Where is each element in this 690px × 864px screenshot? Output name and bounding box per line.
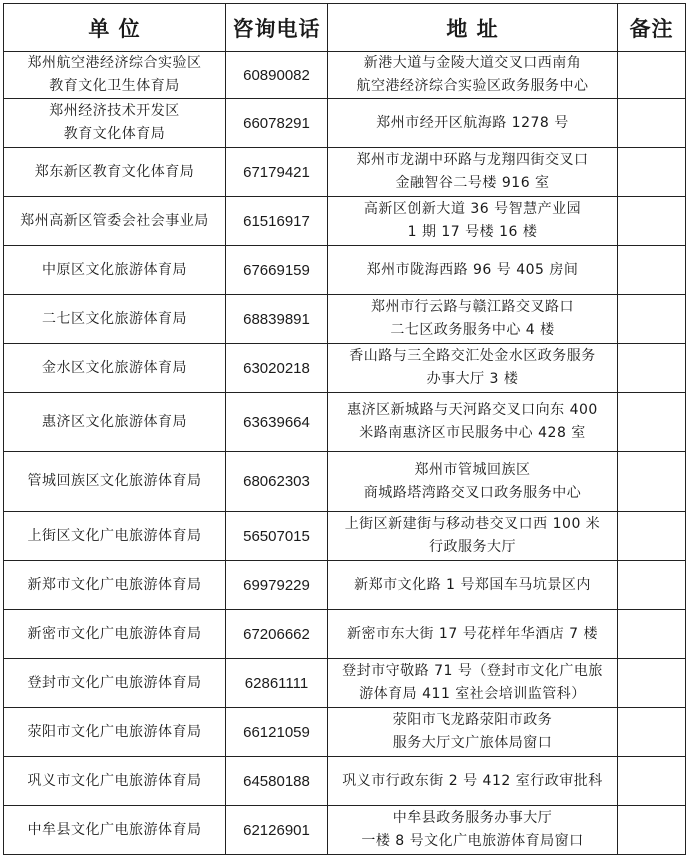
address-line: 商城路塔湾路交叉口政务服务中心 <box>363 484 582 501</box>
cell-address <box>328 708 618 757</box>
cell-address <box>328 52 618 99</box>
cell-unit <box>4 148 226 197</box>
cell-phone: 64580188 <box>226 757 328 806</box>
contact-table <box>3 3 686 855</box>
cell-unit <box>4 659 226 708</box>
cell-unit <box>4 344 226 393</box>
cell-note <box>618 99 686 148</box>
address-line: 郑州市陇海西路 96 号 405 房间 <box>366 261 579 278</box>
table-row <box>4 610 686 659</box>
cell-unit <box>4 806 226 855</box>
cell-phone: 61516917 <box>226 197 328 246</box>
cell-unit <box>4 393 226 452</box>
address-line: 高新区创新大道 36 号智慧产业园 <box>363 201 582 217</box>
table-header-row <box>4 4 686 52</box>
cell-phone: 60890082 <box>226 52 328 99</box>
unit-line: 荥阳市文化广电旅游体育局 <box>27 723 202 740</box>
unit-line: 新郑市文化广电旅游体育局 <box>27 576 202 593</box>
cell-address <box>328 99 618 148</box>
header-address: 地 址 <box>328 4 618 52</box>
unit-line: 管城回族区文化旅游体育局 <box>27 473 202 489</box>
unit-line: 教育文化体育局 <box>63 126 166 142</box>
table-row <box>4 99 686 148</box>
table-row <box>4 659 686 708</box>
cell-phone: 62861111 <box>226 659 328 708</box>
cell-address <box>328 197 618 246</box>
address-line: 中牟县政务服务办事大厅 <box>392 810 553 826</box>
table-row <box>4 561 686 610</box>
contact-table-container <box>3 3 685 855</box>
table-row <box>4 148 686 197</box>
cell-phone: 68839891 <box>226 295 328 344</box>
cell-address <box>328 452 618 512</box>
unit-line: 郑州高新区管委会社会事业局 <box>20 212 209 229</box>
cell-note <box>618 806 686 855</box>
address-line: 游体育局 411 室社会培训监管科） <box>359 686 586 702</box>
address-line: 上街区新建街与移动巷交叉口西 100 米 <box>344 516 601 532</box>
unit-line: 教育文化卫生体育局 <box>49 78 180 94</box>
cell-phone: 63020218 <box>226 344 328 393</box>
cell-address <box>328 393 618 452</box>
cell-address <box>328 806 618 855</box>
cell-address <box>328 148 618 197</box>
cell-note <box>618 512 686 561</box>
unit-line: 中牟县文化广电旅游体育局 <box>27 821 202 838</box>
address-line: 新郑市文化路 1 号郑国车马坑景区内 <box>354 576 591 593</box>
cell-note <box>618 610 686 659</box>
unit-line: 巩义市文化广电旅游体育局 <box>27 772 202 789</box>
cell-unit <box>4 561 226 610</box>
cell-unit <box>4 197 226 246</box>
cell-unit <box>4 757 226 806</box>
table-row <box>4 393 686 452</box>
cell-unit <box>4 708 226 757</box>
address-line: 荥阳市飞龙路荥阳市政务 <box>392 712 553 728</box>
cell-note <box>618 295 686 344</box>
unit-line: 二七区文化旅游体育局 <box>42 310 187 327</box>
cell-note <box>618 52 686 99</box>
table-row <box>4 806 686 855</box>
unit-line: 中原区文化旅游体育局 <box>42 261 187 278</box>
address-line: 郑州市龙湖中环路与龙翔四街交叉口 <box>356 152 589 168</box>
table-row <box>4 757 686 806</box>
address-line: 香山路与三全路交汇处金水区政务服务 <box>349 348 596 364</box>
address-line: 1 期 17 号楼 16 楼 <box>407 224 538 240</box>
table-row <box>4 512 686 561</box>
header-unit: 单 位 <box>4 4 226 52</box>
address-line: 米路南惠济区市民服务中心 428 室 <box>359 425 586 441</box>
cell-address <box>328 757 618 806</box>
cell-note <box>618 659 686 708</box>
cell-note <box>618 708 686 757</box>
address-line: 巩义市行政东街 2 号 412 室行政审批科 <box>342 772 603 789</box>
address-line: 二七区政务服务中心 4 楼 <box>390 322 555 338</box>
cell-unit <box>4 99 226 148</box>
table-row <box>4 452 686 512</box>
cell-phone: 66078291 <box>226 99 328 148</box>
table-row <box>4 52 686 99</box>
unit-line: 登封市文化广电旅游体育局 <box>27 674 202 691</box>
unit-line: 郑州经济技术开发区 <box>49 103 180 119</box>
cell-unit <box>4 52 226 99</box>
table-row <box>4 344 686 393</box>
table-row <box>4 246 686 295</box>
address-line: 惠济区新城路与天河路交叉口向东 400 <box>347 402 598 418</box>
unit-line: 郑东新区教育文化体育局 <box>34 163 195 180</box>
address-line: 服务大厅文广旅体局窗口 <box>392 735 553 751</box>
address-line: 行政服务大厅 <box>429 539 516 555</box>
cell-unit <box>4 512 226 561</box>
cell-address <box>328 561 618 610</box>
cell-note <box>618 757 686 806</box>
table-row <box>4 708 686 757</box>
address-line: 郑州市行云路与赣江路交叉路口 <box>371 299 574 315</box>
address-line: 办事大厅 3 楼 <box>426 371 519 387</box>
cell-address <box>328 246 618 295</box>
cell-note <box>618 393 686 452</box>
unit-line: 惠济区文化旅游体育局 <box>42 413 187 430</box>
cell-address <box>328 610 618 659</box>
address-line: 航空港经济综合实验区政务服务中心 <box>356 78 589 94</box>
cell-note <box>618 197 686 246</box>
cell-phone: 63639664 <box>226 393 328 452</box>
cell-phone: 67206662 <box>226 610 328 659</box>
cell-address <box>328 512 618 561</box>
cell-note <box>618 561 686 610</box>
cell-phone: 56507015 <box>226 512 328 561</box>
address-line: 郑州市经开区航海路 1278 号 <box>376 114 569 131</box>
address-line: 新港大道与金陵大道交叉口西南角 <box>363 55 582 71</box>
cell-note <box>618 344 686 393</box>
table-row <box>4 197 686 246</box>
address-line: 郑州市管城回族区 <box>414 461 531 478</box>
address-line: 新密市东大街 17 号花样年华酒店 7 楼 <box>346 625 599 642</box>
cell-note <box>618 148 686 197</box>
header-phone: 咨询电话 <box>226 4 328 52</box>
cell-phone: 69979229 <box>226 561 328 610</box>
table-row <box>4 295 686 344</box>
cell-phone: 62126901 <box>226 806 328 855</box>
cell-phone: 68062303 <box>226 452 328 512</box>
address-line: 一楼 8 号文化广电旅游体育局窗口 <box>361 833 584 849</box>
cell-unit <box>4 246 226 295</box>
unit-line: 郑州航空港经济综合实验区 <box>27 55 202 71</box>
cell-address <box>328 295 618 344</box>
cell-unit <box>4 452 226 512</box>
cell-unit <box>4 610 226 659</box>
cell-phone: 67179421 <box>226 148 328 197</box>
cell-address <box>328 344 618 393</box>
address-line: 登封市守敬路 71 号（登封市文化广电旅 <box>342 663 603 679</box>
unit-line: 金水区文化旅游体育局 <box>42 359 187 376</box>
cell-note <box>618 452 686 512</box>
cell-phone: 67669159 <box>226 246 328 295</box>
cell-note <box>618 246 686 295</box>
unit-line: 上街区文化广电旅游体育局 <box>27 527 202 544</box>
header-note: 备注 <box>618 4 686 52</box>
address-line: 金融智谷二号楼 916 室 <box>395 175 550 191</box>
cell-phone: 66121059 <box>226 708 328 757</box>
cell-unit <box>4 295 226 344</box>
unit-line: 新密市文化广电旅游体育局 <box>27 625 202 642</box>
cell-address <box>328 659 618 708</box>
